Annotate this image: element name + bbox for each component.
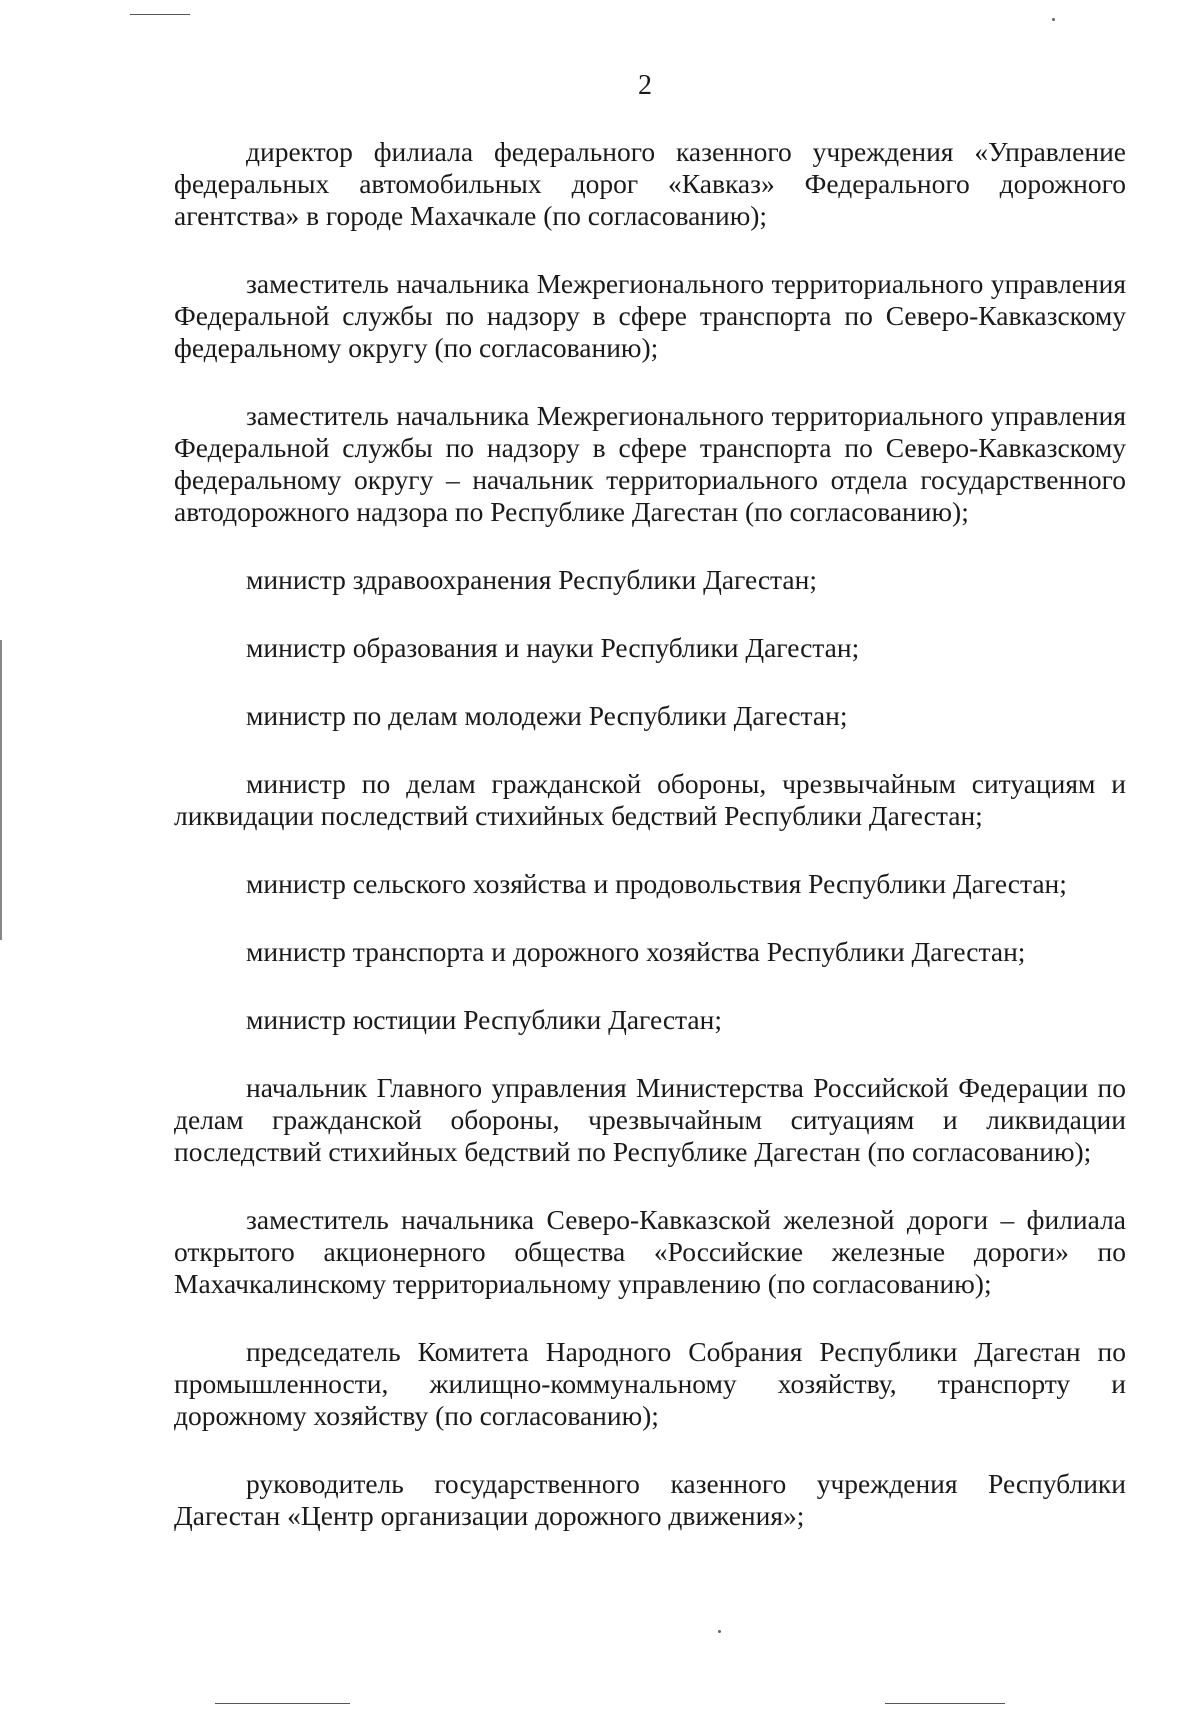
member-list (174, 136, 1126, 1568)
list-item: министр образования и науки Республики Дагестан; (246, 632, 860, 663)
list-item: заместитель начальника Межрегионального территориального управления Федеральной службы по надзору в сфере транспорта по Северо-Кавказскому федеральному округу – начальник территориального отдела государственного автодорожного надзора по Республике Дагестан (по согласованию); (174, 400, 1126, 527)
list-item: министр транспорта и дорожного хозяйства Республики Дагестан; (246, 936, 1026, 967)
list-item: министр здравоохранения Республики Дагестан; (246, 564, 817, 595)
list-item: заместитель начальника Северо-Кавказской железной дороги – филиала открытого акционерного общества «Российские железные дороги» по Махачкалинскому территориальному управлению (по согласованию); (174, 1204, 1126, 1299)
list-item: председатель Комитета Народного Собрания Республики Дагестан по промышленности, жилищно-коммунальному хозяйству, транспорту и дорожному хозяйству (по согласованию); (174, 1336, 1126, 1431)
scan-edge-mark-bottom-left (215, 1703, 350, 1704)
list-item: министр сельского хозяйства и продовольствия Республики Дагестан; (246, 868, 1067, 899)
list-item: министр по делам молодежи Республики Дагестан; (246, 700, 848, 731)
scan-edge-mark-bottom-right (885, 1703, 1005, 1704)
scan-speck (1052, 18, 1055, 21)
list-item: министр по делам гражданской обороны, чрезвычайным ситуациям и ликвидации последствий стихийных бедствий Республики Дагестан; (174, 768, 1126, 831)
list-item: директор филиала федерального казенного учреждения «Управление федеральных автомобильных дорог «Кавказ» Федерального дорожного агентства» в городе Махачкале (по согласованию); (174, 136, 1126, 231)
scan-edge-mark-top (130, 14, 190, 15)
scan-edge-mark-left (0, 640, 2, 940)
list-item: начальник Главного управления Министерства Российской Федерации по делам гражданской обороны, чрезвычайным ситуациям и ликвидации последствий стихийных бедствий по Республике Дагестан (по согласованию); (174, 1072, 1126, 1167)
list-item: руководитель государственного казенного учреждения Республики Дагестан «Центр организации дорожного движения»; (174, 1468, 1126, 1531)
list-item: министр юстиции Республики Дагестан; (246, 1004, 722, 1035)
scan-speck (718, 1630, 721, 1633)
page-number: 2 (638, 70, 652, 101)
list-item: заместитель начальника Межрегионального территориального управления Федеральной службы по надзору в сфере транспорта по Северо-Кавказскому федеральному округу (по согласованию); (174, 268, 1126, 363)
